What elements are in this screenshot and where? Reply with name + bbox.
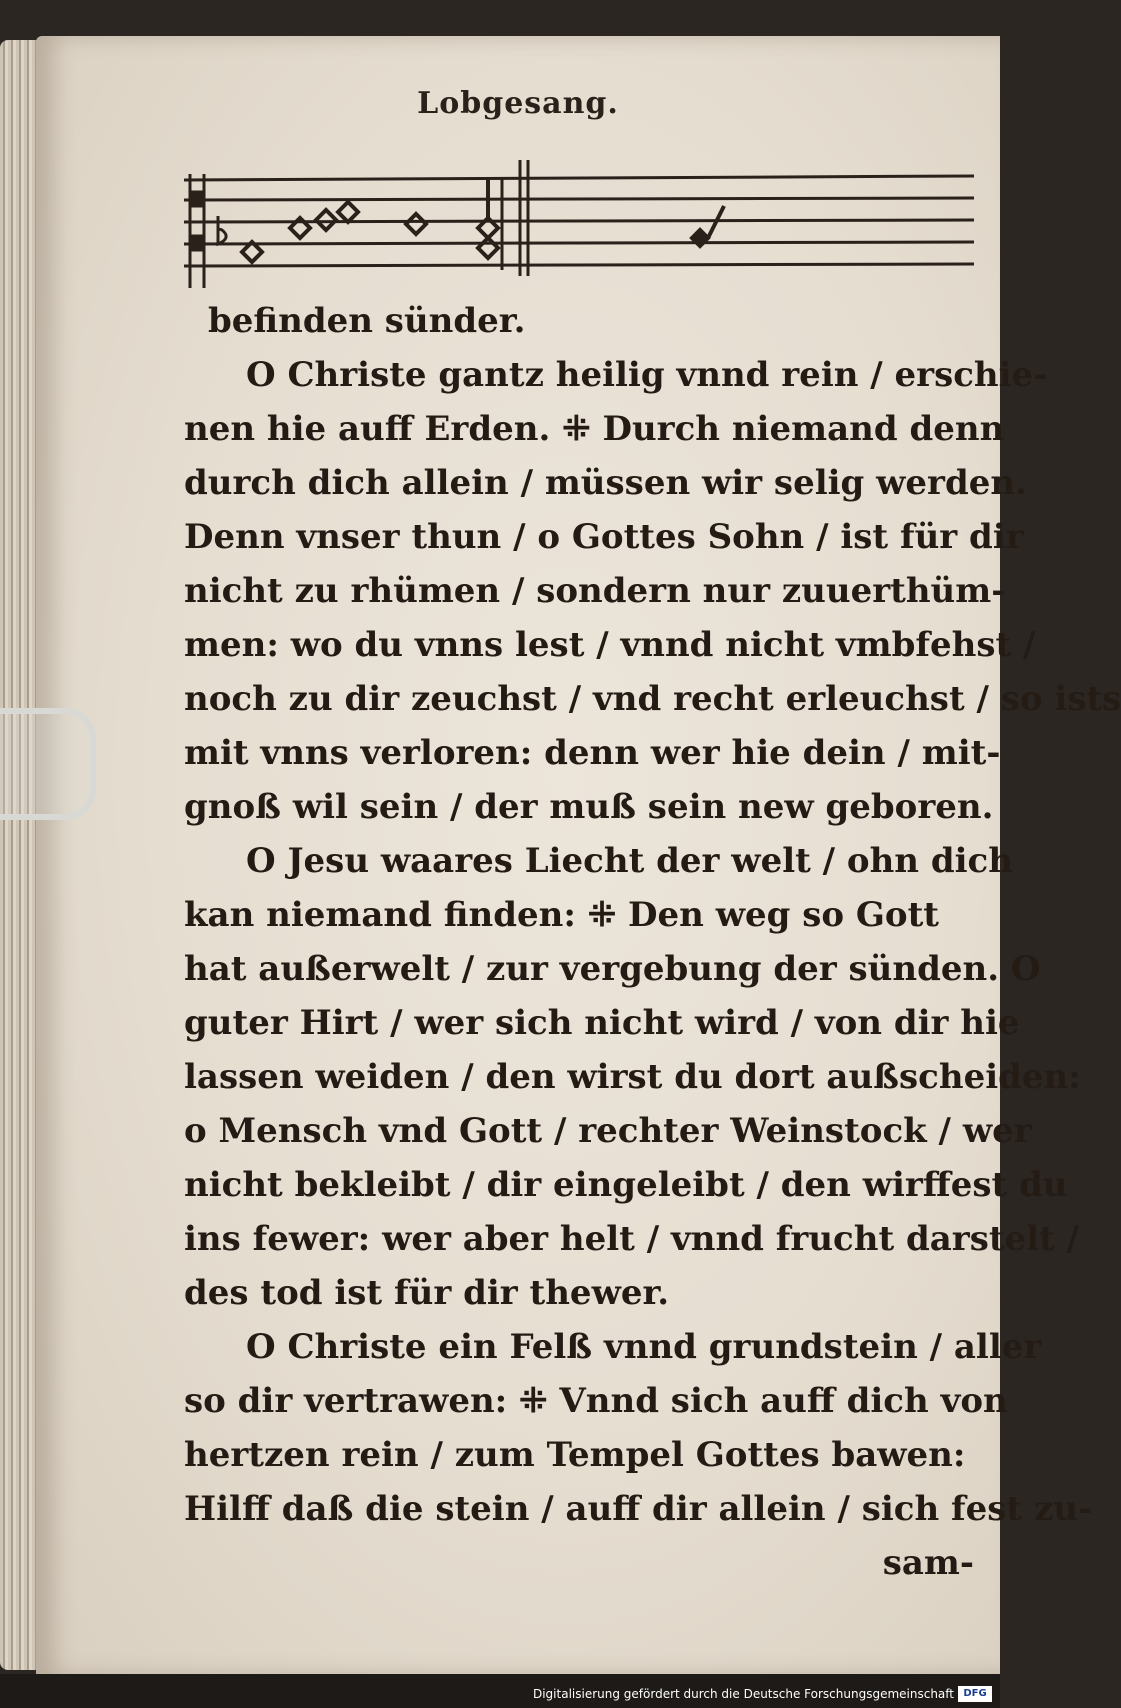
text-line: guter Hirt / wer sich nicht wird / von dir hie: [184, 1003, 1020, 1043]
footer-credit: Digitalisierung gefördert durch die Deutsche Forschungsgemeinschaft: [532, 1687, 954, 1701]
text-line: nen hie auff Erden. ⁜ Durch niemand denn: [184, 409, 1005, 449]
catchword: sam-: [882, 1543, 974, 1583]
text-line: durch dich allein / müssen wir selig werden.: [184, 463, 1027, 503]
book-page: [36, 36, 1121, 1676]
text-line: O Jesu waares Liecht der welt / ohn dich: [246, 841, 1013, 881]
text-line: O Christe ein Felß vnnd grundstein / aller: [246, 1327, 1042, 1367]
music-staff: [184, 140, 974, 310]
text-line: so dir vertrawen: ⁜ Vnnd sich auff dich von: [184, 1381, 1008, 1421]
text-line: o Mensch vnd Gott / rechter Weinstock / wer: [184, 1111, 1032, 1151]
text-line: mit vnns verloren: denn wer hie dein / mit-: [184, 733, 1001, 773]
running-head: Lobgesang.: [417, 86, 619, 121]
hymn-text: [184, 294, 1121, 1590]
footer-bar: [0, 1674, 1000, 1708]
text-line: hat außerwelt / zur vergebung der sünden. O: [184, 949, 1041, 989]
text-line: ins fewer: wer aber helt / vnnd frucht darstelt /: [184, 1219, 1080, 1259]
text-line: O Christe gantz heilig vnnd rein / erschie-: [246, 355, 1048, 395]
text-line: kan niemand finden: ⁜ Den weg so Gott: [184, 895, 939, 935]
text-line: gnoß wil sein / der muß sein new geboren.: [184, 787, 994, 827]
dfg-logo-icon: DFG: [958, 1686, 992, 1702]
text-line: nicht zu rhümen / sondern nur zuuerthüm-: [184, 571, 1006, 611]
text-line: men: wo du vnns lest / vnnd nicht vmbfehst /: [184, 625, 1036, 665]
book-clasp-icon: [0, 708, 96, 820]
text-line: Denn vnser thun / o Gottes Sohn / ist für dir: [184, 517, 1024, 557]
text-line: des tod ist für dir thewer.: [184, 1273, 670, 1313]
text-line: Hilff daß die stein / auff dir allein / sich fest zu-: [184, 1489, 1093, 1529]
text-line: lassen weiden / den wirst du dort außscheiden:: [184, 1057, 1081, 1097]
text-line: nicht bekleibt / dir eingeleibt / den wirffest du: [184, 1165, 1068, 1205]
book-page-edges: [0, 40, 40, 1670]
text-line: befinden sünder.: [208, 301, 526, 341]
text-line: noch zu dir zeuchst / vnd recht erleuchst / so ists: [184, 679, 1121, 719]
text-line: hertzen rein / zum Tempel Gottes bawen:: [184, 1435, 966, 1475]
